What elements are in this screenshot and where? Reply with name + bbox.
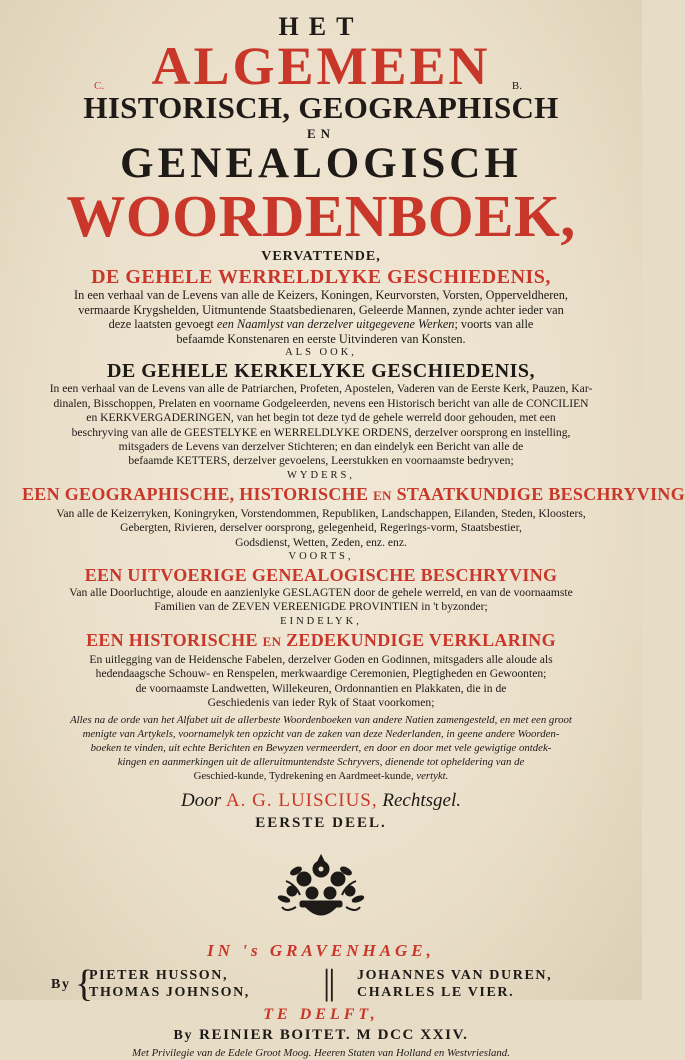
body-line: Gebergten, Rivieren, derselver oorsprong, gelegenheid, Regerings-vorm, Staatsbestier, xyxy=(120,521,522,535)
note-line: menigte van Artykels, voornamelyk ten opzicht van de zaken van deze Nederlanden, in geene andere Woorden- xyxy=(82,728,560,741)
imprint-delft: TE DELFT, xyxy=(263,1006,379,1024)
section1-body xyxy=(22,288,620,346)
connector-voorts: VOORTS, xyxy=(288,551,354,563)
boitet-name: REINIER BOITET. M DCC XXIV. xyxy=(199,1027,469,1044)
note-text: vertykt. xyxy=(416,769,449,782)
publishers-by: By xyxy=(51,977,71,993)
body-line: mitsgaders de Levens van derzelver Stichteren; en dan eindelyk een Bericht van alle de xyxy=(118,440,524,453)
publisher-name: CHARLES LE VIER. xyxy=(357,985,515,1001)
body-text: deze laatsten gevoegt xyxy=(108,317,214,332)
body-line: de voornaamste Landwetten, Willekeuren, Ordonnantien en Plakkaten, die in de xyxy=(135,681,507,695)
body-line: vermaarde Krygshelden, Uitmuntende Staatsbedienaren, Geleerde Mannen, zynde achter ieder van xyxy=(78,302,564,317)
volume-label: EERSTE DEEL. xyxy=(255,815,387,832)
body-line: beschryving van alle de GEESTELYKE en WERRELDLYKE ORDENS, derzelver oorsprong en instelling, xyxy=(71,425,571,439)
heading-part: EEN GEOGRAPHISCHE, HISTORISCHE xyxy=(22,483,369,504)
signature-mark-left: C. xyxy=(94,80,105,92)
flower-basket-ornament-icon xyxy=(266,847,376,927)
author-title: Rechtsgel. xyxy=(382,790,461,812)
publishers-block xyxy=(51,962,581,1006)
note-line: Alles na de orde van het Alfabet uit de allerbeste Woordenboeken van andere Natien zamengesteld, en met een groot xyxy=(70,714,572,727)
imprint-boitet xyxy=(22,1025,620,1046)
section5-body xyxy=(22,653,620,711)
body-italic: een Naamlyst van derzelver uitgegevene Werken xyxy=(216,317,455,332)
author-line xyxy=(22,789,620,813)
section2-body xyxy=(22,382,620,468)
compilation-note xyxy=(22,714,620,783)
note-line: kingen en aanmerkingen uit de alleruitmuntendste Schryvers, dienende tot opheldering van de xyxy=(117,755,525,768)
body-line: In een verhaal van de Levens van alle de Patriarchen, Profeten, Apostelen, Vaderen van de Eerste Kerk, Pauzen, Kar- xyxy=(49,382,593,396)
publishers-left xyxy=(89,967,250,1001)
body-line: Familien van de ZEVEN VEREENIGDE PROVINTIEN in 't byzonder; xyxy=(154,600,488,614)
section4-heading: EEN UITVOERIGE GENEALOGISCHE BESCHRYVING xyxy=(84,565,558,586)
note-line xyxy=(22,770,620,784)
note-line: boeken te vinden, uit echte Berichten en Bewyzen vermeerdert, en door en door met vele gewigtige ontdek- xyxy=(90,742,552,755)
connector-als-ook: ALS OOK, xyxy=(285,347,357,359)
heading-en: EN xyxy=(262,633,282,649)
body-line: En uitlegging van de Heidensche Fabelen, derzelver Goden en Godinnen, mitsgaders alle aloude als xyxy=(89,652,553,666)
publishers-brace: { xyxy=(75,963,95,1006)
imprint-place: IN 's GRAVENHAGE, xyxy=(207,941,435,961)
title-algemeen: ALGEMEEN xyxy=(151,36,491,96)
body-line: In een verhaal van de Levens van alle de Keizers, Koningen, Keurvorsten, Vorsten, Opperveldheren, xyxy=(74,288,568,302)
publisher-name: PIETER HUSSON, xyxy=(89,968,229,984)
body-line xyxy=(22,317,620,332)
publishers-separator: || xyxy=(323,962,334,1003)
note-text: Geschied-kunde, Tydrekening en Aardmeet-kunde, xyxy=(193,769,414,782)
body-line: Van alle Doorluchtige, aloude en aanzienlyke GESLAGTEN door de gehele werreld, en van de voornaamste xyxy=(69,586,573,600)
title-vervattende: VERVATTENDE, xyxy=(261,249,381,264)
heading-en: EN xyxy=(373,487,392,503)
body-line: Van alle de Keizerryken, Koningryken, Vorstendommen, Republiken, Landschappen, Eilanden, Steden, Kloosters, xyxy=(56,506,586,520)
body-line: en KERKVERGADERINGEN, van het begin tot deze tyd de gehele werreld door gehouden, met een xyxy=(86,411,556,425)
body-line: befaamde Konstenaren en eerste Uitvinderen van Konsten. xyxy=(176,331,466,346)
connector-eindelyk: EINDELYK, xyxy=(280,615,362,627)
section3-heading xyxy=(22,483,685,507)
publisher-name: THOMAS JOHNSON, xyxy=(89,985,250,1001)
body-line: befaamde KETTERS, derzelver gevoelens, Leerstukken en voornaamste bedryven; xyxy=(128,454,514,468)
boitet-by: By xyxy=(173,1028,194,1044)
connector-wyders: WYDERS, xyxy=(287,469,355,481)
publishers-right xyxy=(357,967,552,1001)
title-algemeen-row xyxy=(22,36,620,96)
heading-part: EEN HISTORISCHE xyxy=(86,629,258,650)
signature-mark-right: B. xyxy=(511,80,522,92)
section5-heading xyxy=(22,629,620,653)
section1-heading: DE GEHELE WERRELDLYKE GESCHIEDENIS, xyxy=(91,266,551,288)
body-line: dinalen, Bisschoppen, Prelaten en voorname Godgeleerden, nevens een Historisch bericht van alle de CONCILIEN xyxy=(53,396,589,410)
title-woordenboek: WOORDENBOEK, xyxy=(66,183,576,249)
heading-part: ZEDEKUNDIGE VERKLARING xyxy=(286,629,556,650)
section4-body xyxy=(22,586,620,615)
title-het: HET xyxy=(278,12,364,41)
title-en: EN xyxy=(306,126,336,141)
author-door: Door xyxy=(181,790,222,812)
body-line: Godsdienst, Wetten, Zeden, enz. enz. xyxy=(235,535,407,549)
body-line: Geschiedenis van ieder Ryk of Staat voorkomen; xyxy=(207,696,435,710)
publisher-name: JOHANNES VAN DUREN, xyxy=(357,968,553,984)
imprint xyxy=(22,941,620,1060)
body-line: hedendaagsche Schouw- en Renspelen, merkwaardige Ceremonien, Plegtigheden en Gewoonten; xyxy=(95,667,547,681)
section3-body xyxy=(22,507,620,550)
title-genealogisch: GENEALOGISCH xyxy=(120,140,522,187)
heading-part: STAATKUNDIGE BESCHRYVING xyxy=(396,483,685,504)
privilege-line: Met Privilegie van de Edele Groot Moog. Heeren Staten van Holland en Westvriesland. xyxy=(132,1047,510,1060)
title-historisch: HISTORISCH, GEOGRAPHISCH xyxy=(83,90,559,125)
body-text: ; voorts van alle xyxy=(454,317,534,332)
author-name: A. G. LUISCIUS, xyxy=(225,790,378,812)
section2-heading: DE GEHELE KERKELYKE GESCHIEDENIS, xyxy=(106,360,536,383)
